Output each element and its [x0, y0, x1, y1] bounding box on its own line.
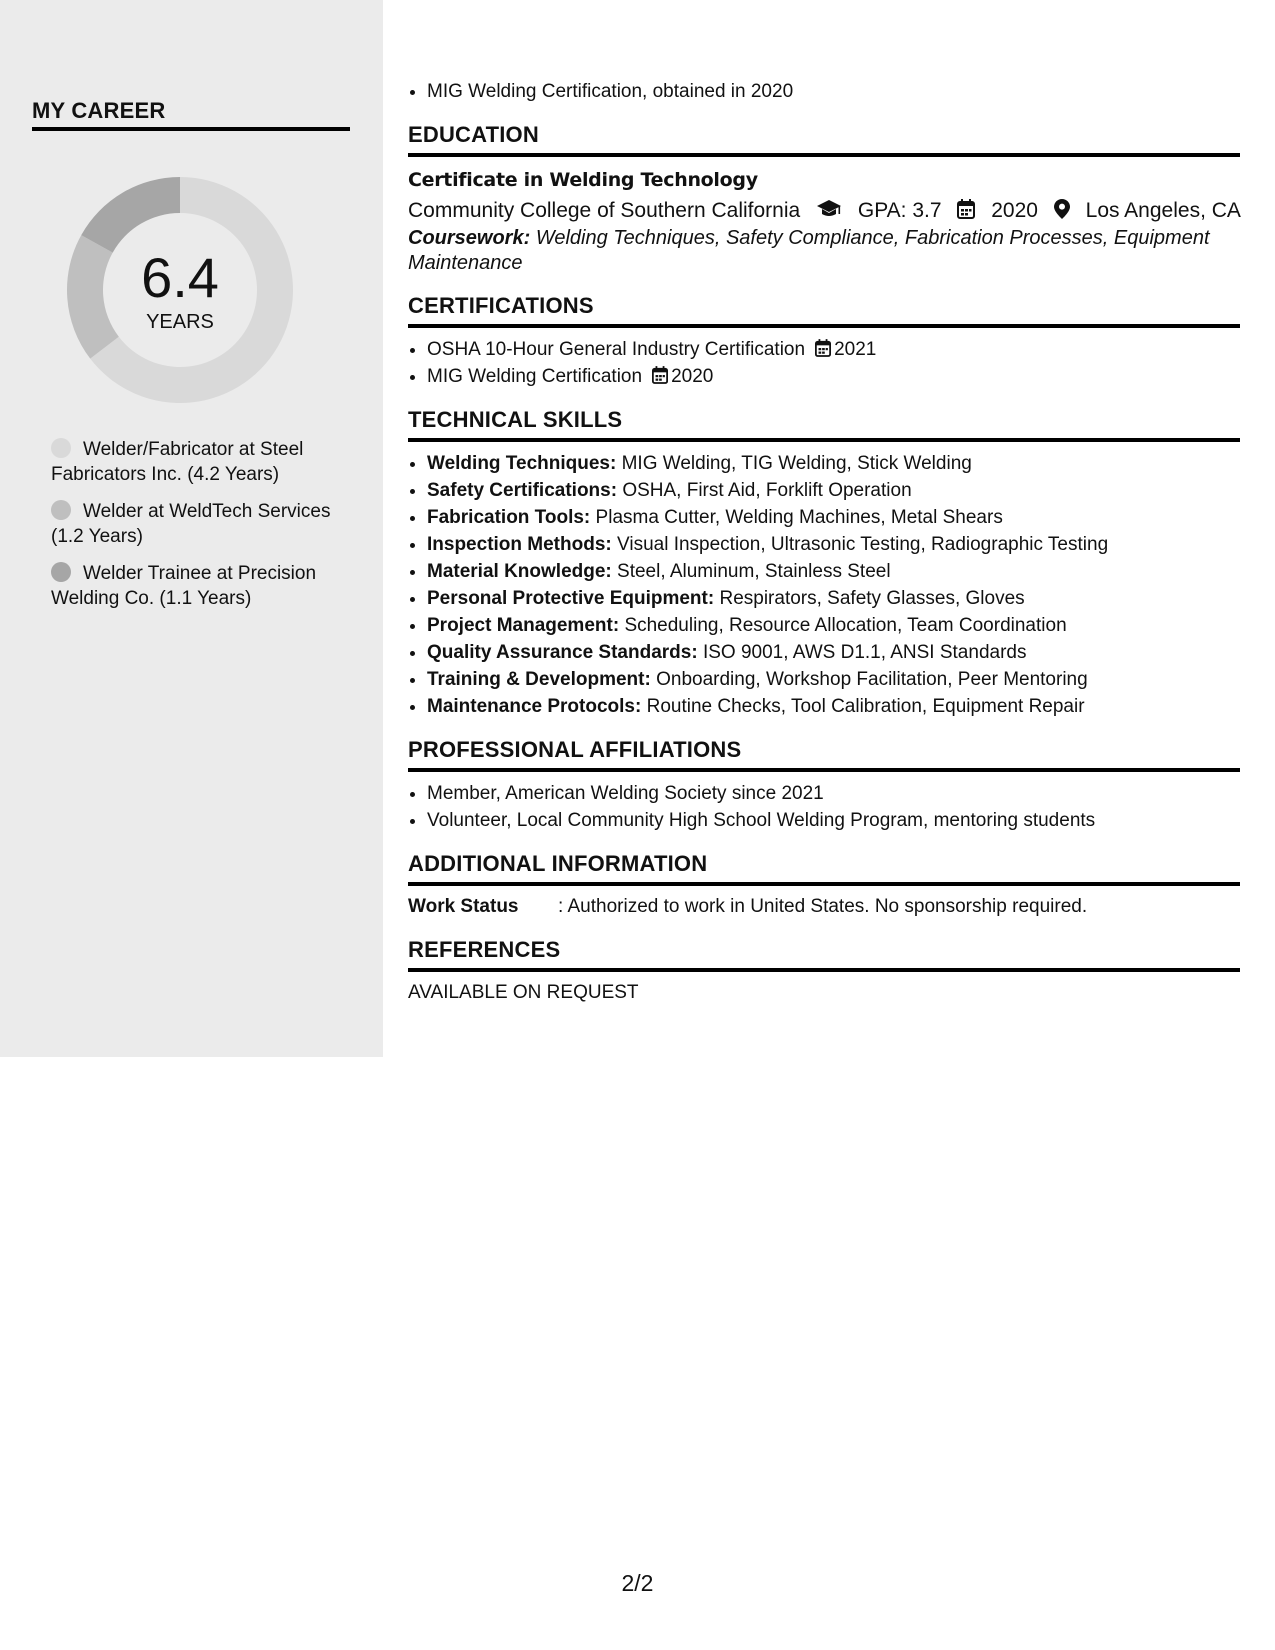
total-years-unit: YEARS [146, 311, 214, 333]
references-text: AVAILABLE ON REQUEST [408, 982, 639, 1003]
legend-label: Welder/Fabricator at Steel Fabricators Inc. (4.2 Years) [51, 439, 304, 485]
legend-item [51, 561, 341, 611]
list-item: • MIG Welding Certification, obtained in 2020 [427, 78, 1240, 105]
skill-value: Respirators, Safety Glasses, Gloves [719, 588, 1025, 609]
coursework-label: Coursework: [408, 227, 531, 249]
school-name: Community College of Southern California [408, 199, 801, 222]
resume-main [408, 78, 1240, 1022]
certifications-list [408, 336, 1240, 390]
donut-slice [81, 177, 180, 253]
skill-value: Plasma Cutter, Welding Machines, Metal Shears [595, 507, 1003, 528]
section-title-skills: TECHNICAL SKILLS [408, 406, 1240, 442]
certification-year: 2021 [834, 339, 877, 360]
section-title-certifications: CERTIFICATIONS [408, 292, 1240, 328]
certification-name: MIG Welding Certification [427, 366, 643, 387]
skill-key: Fabrication Tools: [427, 507, 591, 528]
skill-value: Visual Inspection, Ultrasonic Testing, Radiographic Testing [617, 534, 1109, 555]
skills-list [408, 450, 1240, 720]
skill-value: Scheduling, Resource Allocation, Team Coordination [624, 615, 1067, 636]
additional-info-section [408, 850, 1240, 920]
legend-dot [51, 438, 71, 458]
affiliations-list [408, 780, 1240, 834]
work-status-label: Work Status [408, 896, 519, 917]
calendar-icon [815, 339, 831, 357]
carry-over-list [408, 78, 1240, 105]
skill-value: ISO 9001, AWS D1.1, ANSI Standards [702, 642, 1027, 663]
list-item [427, 531, 1240, 558]
skill-key: Welding Techniques: [427, 453, 617, 474]
work-status-value: : Authorized to work in United States. No sponsorship required. [558, 896, 1088, 917]
list-item [427, 639, 1240, 666]
school-location: Los Angeles, CA [1085, 199, 1241, 222]
skill-value: MIG Welding, TIG Welding, Stick Welding [621, 453, 972, 474]
total-years-value: 6.4 [141, 246, 219, 309]
list-item [427, 450, 1240, 477]
skill-key: Inspection Methods: [427, 534, 612, 555]
legend-item [51, 437, 341, 487]
career-legend [51, 437, 341, 623]
skill-value: OSHA, First Aid, Forklift Operation [622, 480, 912, 501]
legend-dot [51, 562, 71, 582]
career-sidebar [0, 0, 383, 1057]
location-pin-icon [1054, 199, 1070, 219]
coursework-list: Welding Techniques, Safety Compliance, Fabrication Processes, Equipment Maintenance [408, 227, 1210, 274]
list-item [427, 336, 1240, 363]
skill-key: Quality Assurance Standards: [427, 642, 698, 663]
coursework [408, 226, 1240, 276]
list-item [427, 585, 1240, 612]
legend-dot [51, 500, 71, 520]
legend-item [51, 499, 341, 549]
gpa: GPA: 3.7 [857, 199, 942, 222]
skills-section [408, 406, 1240, 720]
list-item [427, 363, 1240, 390]
skill-key: Maintenance Protocols: [427, 696, 642, 717]
page-number: 2/2 [621, 1570, 654, 1596]
list-item [427, 504, 1240, 531]
calendar-icon [957, 199, 975, 219]
graduation-year: 2020 [991, 199, 1038, 222]
certification-name: OSHA 10-Hour General Industry Certification [427, 339, 806, 360]
list-item: • Member, American Welding Society since 2021 [427, 780, 1240, 807]
references-section [408, 936, 1240, 1006]
skill-value: Onboarding, Workshop Facilitation, Peer Mentoring [656, 669, 1088, 690]
education-section [408, 121, 1240, 276]
section-title-affiliations: PROFESSIONAL AFFILIATIONS [408, 736, 1240, 772]
certification-year: 2020 [671, 366, 714, 387]
section-title-education: EDUCATION [408, 121, 1240, 157]
affiliations-section [408, 736, 1240, 834]
list-item [427, 558, 1240, 585]
legend-label: Welder at WeldTech Services (1.2 Years) [51, 501, 331, 547]
sidebar-title: MY CAREER [32, 98, 350, 131]
section-title-references: REFERENCES [408, 936, 1240, 972]
certifications-section [408, 292, 1240, 390]
list-item [427, 693, 1240, 720]
list-item: • Volunteer, Local Community High School Welding Program, mentoring students [427, 807, 1240, 834]
work-status-row [408, 894, 1240, 920]
section-title-additional: ADDITIONAL INFORMATION [408, 850, 1240, 886]
calendar-icon [652, 366, 668, 384]
skill-value: Routine Checks, Tool Calibration, Equipment Repair [646, 696, 1085, 717]
skill-key: Safety Certifications: [427, 480, 618, 501]
graduation-cap-icon [816, 199, 842, 219]
list-item [427, 612, 1240, 639]
education-details [408, 195, 1240, 226]
skill-value: Steel, Aluminum, Stainless Steel [617, 561, 891, 582]
degree-title: Certificate in Welding Technology [408, 169, 758, 191]
legend-label: Welder Trainee at Precision Welding Co. (1.1 Years) [51, 563, 317, 609]
list-item [427, 477, 1240, 504]
list-item [427, 666, 1240, 693]
skill-key: Material Knowledge: [427, 561, 612, 582]
skill-key: Personal Protective Equipment: [427, 588, 715, 609]
skill-key: Training & Development: [427, 669, 651, 690]
skill-key: Project Management: [427, 615, 620, 636]
